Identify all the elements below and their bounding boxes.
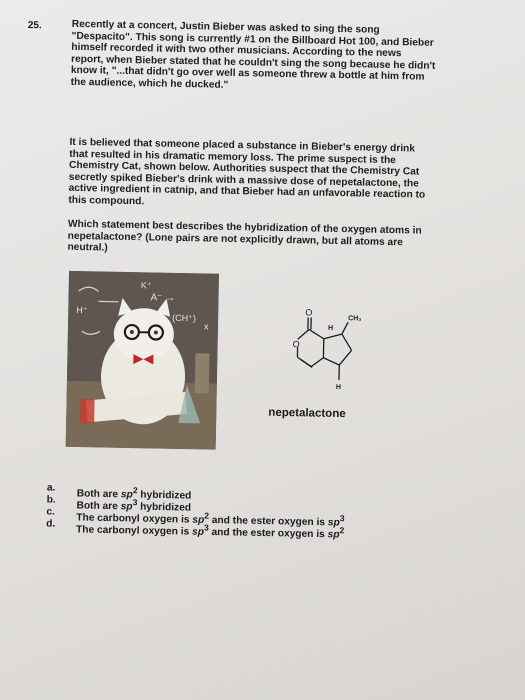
question-paragraph-intro: Recently at a concert, Justin Bieber was asked to sing the song "Despacito". This song is currently #1 on the Billboard Hot 100, and Bieber himself recorded it with two other musicians. According to the news report, when Bieber stated that he couldn't sing the song because he didn't know it, "...that didn't go over well as someone threw a bottle at him from the audience, which he ducked.": [70, 18, 436, 91]
label-h-top: H: [327, 324, 334, 332]
compound-name: nepetalactone: [268, 406, 346, 421]
choice-text: The carbonyl oxygen is $sp^3$ and the ester oxygen is $sp^2$: [75, 522, 345, 541]
choice-letter: d.: [46, 518, 56, 530]
worksheet: [27, 12, 498, 541]
choice-letter: a.: [46, 482, 56, 494]
atom-o-ring: O: [292, 339, 300, 350]
board-text-k: K⁺: [140, 280, 152, 291]
board-text-x: x: [203, 321, 209, 332]
chemistry-cat-image: [66, 271, 219, 450]
question-paragraph-suspect: It is believed that someone placed a substance in Bieber's energy drink that resulted in his dramatic memory loss. The prime suspect is the Chemistry Cat, shown below. Authorities suspect that the Chemistry Cat secretly spiked Bieber's drink with a massive dose of nepetalactone, the active ingredient in catnip, and that Bieber had an unfavorable reaction to this compound.: [68, 136, 426, 208]
board-text-ch: (CH⁺): [172, 312, 196, 324]
board-text-h: H⁺: [76, 304, 88, 316]
board-text-arrow: A⁻ →: [150, 292, 176, 304]
choice-letter: b.: [46, 494, 56, 506]
choice-letter: c.: [46, 506, 56, 518]
atom-o-carbonyl: O: [305, 307, 313, 318]
choice-text: Both are $sp^3$ hybridized: [76, 497, 192, 514]
question-prompt: Which statement best describes the hybridization of the oxygen atoms in nepetalactone? (Lone pairs are not explicitly drawn, but all atoms are neutral.): [67, 218, 422, 254]
label-ch3: CH₃: [348, 315, 362, 323]
chemistry-cat-illustration: [66, 271, 219, 450]
question-number: 25.: [27, 19, 42, 32]
choice-text: Both are $sp^2$ hybridized: [76, 485, 192, 502]
label-h-bottom: H: [335, 383, 341, 392]
nepetalactone-structure: [283, 295, 395, 397]
structure-bonds: [297, 317, 352, 380]
test-tube-rack: [195, 353, 210, 393]
beaker-red: [80, 399, 94, 423]
choice-text: The carbonyl oxygen is $sp^2$ and the ester oxygen is $sp^3$: [76, 510, 345, 529]
